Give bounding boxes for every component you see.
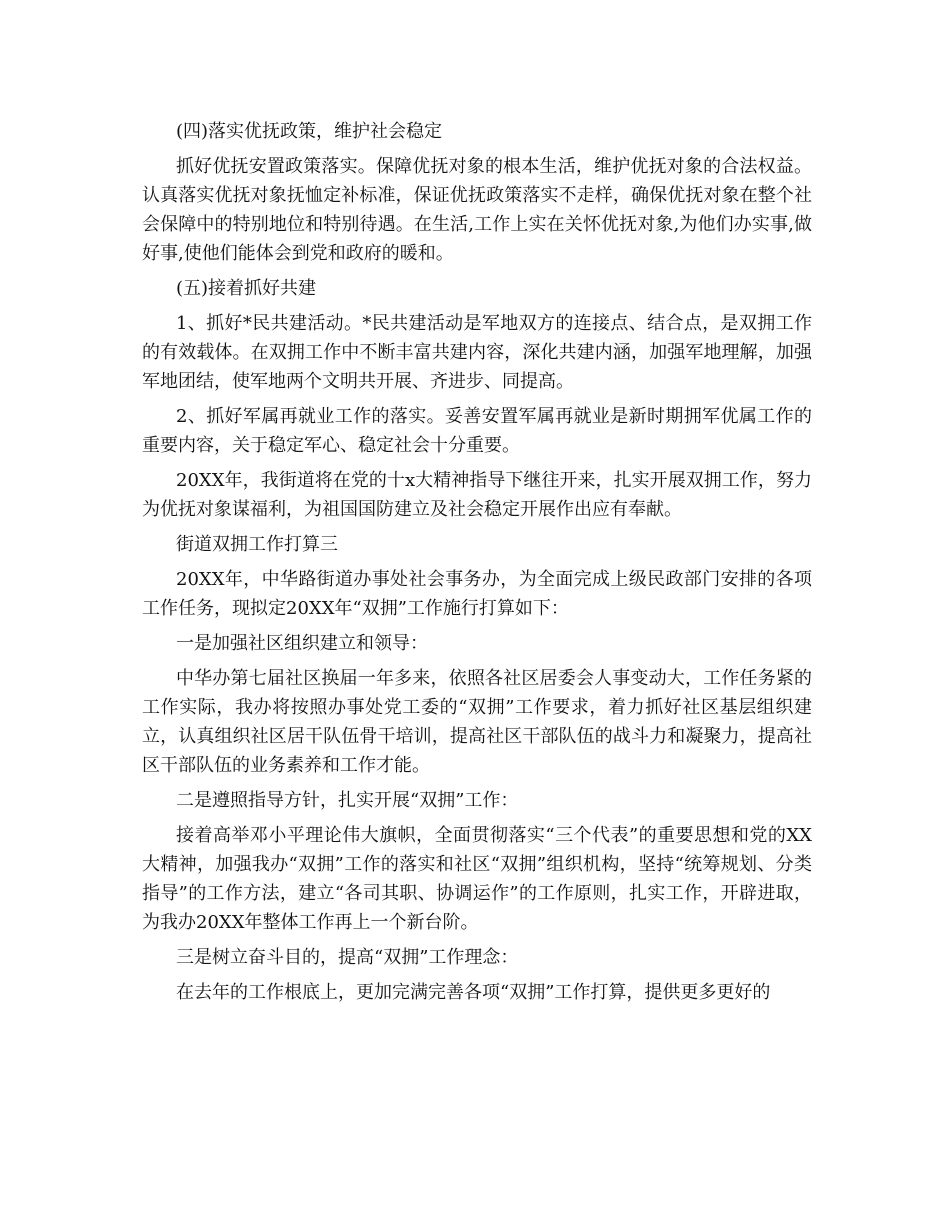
subheading-2: 二是遵照指导方针，扎实开展“双拥”工作： xyxy=(176,790,519,811)
body-paragraph: 抓好优抚安置政策落实。保障优抚对象的根本生活，维护优抚对象的合法权益。认真落实优抚对象抚恤定补标准，保证优抚政策落实不走样，确保优抚对象在整个社会保障中的特别地位和特别待遇。在生活,工作上实在关怀优抚对象,为他们办实事,做好事,使他们能体会到党和政府的暖和。 xyxy=(142,156,812,264)
body-paragraph: 1、抓好*民共建活动。*民共建活动是军地双方的连接点、结合点，是双拥工作的有效载体。在双拥工作中不断丰富共建内容，深化共建内涵，加强军地理解，加强军地团结，使军地两个文明共开展、齐进步、同提高。 xyxy=(142,313,812,392)
body-paragraph: 中华办第七届社区换届一年多来，依照各社区居委会人事变动大，工作任务紧的工作实际，我办将按照办事处党工委的“双拥”工作要求，着力抓好社区基层组织建立，认真组织社区居干队伍骨干培训，提高社区干部队伍的战斗力和凝聚力，提高社区干部队伍的业务素养和工作才能。 xyxy=(142,668,812,776)
body-paragraph: 20XX年，中华路街道办事处社会事务办，为全面完成上级民政部门安排的各项工作任务，现拟定20XX年“双拥”工作施行打算如下： xyxy=(142,569,812,619)
section-heading-4: (四)落实优抚政策，维护社会稳定 xyxy=(176,121,443,142)
subheading-1: 一是加强社区组织建立和领导： xyxy=(176,633,428,654)
section-heading-5: (五)接着抓好共建 xyxy=(176,278,317,299)
body-paragraph: 接着高举邓小平理论伟大旗帜，全面贯彻落实“三个代表”的重要思想和党的XX大精神，加强我办“双拥”工作的落实和社区“双拥”组织机构，坚持“统筹规划、分类指导”的工作方法，建立“各司其职、协调运作”的工作原则，扎实工作，开辟进取，为我办20XX年整体工作再上一个新台阶。 xyxy=(142,825,812,933)
body-paragraph: 在去年的工作根底上，更加完满完善各项“双拥”工作打算，提供更多更好的 xyxy=(176,982,771,1003)
document-section-title: 街道双拥工作打算三 xyxy=(176,534,338,555)
subheading-3: 三是树立奋斗目的，提高“双拥”工作理念： xyxy=(176,947,519,968)
document-body xyxy=(142,117,812,1013)
body-paragraph: 20XX年，我街道将在党的十x大精神指导下继往开来，扎实开展双拥工作，努力为优抚对象谋福利，为祖国国防建立及社会稳定开展作出应有奉献。 xyxy=(142,470,812,520)
body-paragraph: 2、抓好军属再就业工作的落实。妥善安置军属再就业是新时期拥军优属工作的重要内容，关于稳定军心、稳定社会十分重要。 xyxy=(142,406,812,456)
